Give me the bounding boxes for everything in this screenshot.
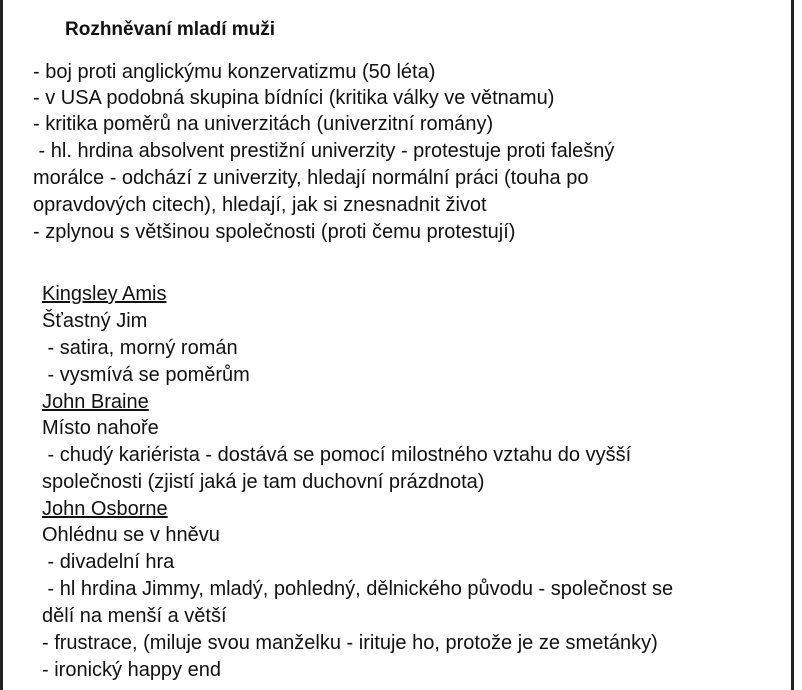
note-braine-1: - chudý kariérista - dostává se pomocí milostného vztahu do vyšší xyxy=(42,444,632,466)
note-osborne-4: - frustrace, (miluje svou manželku - irituje ho, protože je ze smetánky) xyxy=(42,632,658,654)
note-osborne-5: - ironický happy end xyxy=(42,659,221,681)
intro-line-2: - v USA podobná skupina bídníci (kritika války ve větnamu) xyxy=(33,87,555,109)
work-title-amis: Šťastný Jim xyxy=(42,310,148,332)
intro-line-3: - kritika poměrů na univerzitách (univerzitní romány) xyxy=(33,113,494,135)
intro-line-6: opravdových citech), hledají, jak si znesnadnit život xyxy=(33,194,487,216)
intro-line-1: - boj proti anglickýmu konzervatizmu (50 léta) xyxy=(33,61,436,83)
author-name-braine: John Braine xyxy=(42,391,149,413)
intro-line-4: - hl. hrdina absolvent prestižní univerzity - protestuje proti falešný xyxy=(33,140,615,162)
note-osborne-1: - divadelní hra xyxy=(42,551,175,573)
note-amis-1: - satira, morný román xyxy=(42,337,238,359)
author-name-amis: Kingsley Amis xyxy=(42,283,167,305)
intro-line-5: morálce - odchází z univerzity, hledají normální práci (touha po xyxy=(33,167,589,189)
note-amis-2: - vysmívá se poměrům xyxy=(42,364,250,386)
document-title: Rozhněvaní mladí muži xyxy=(65,19,276,40)
note-braine-2: společnosti (zjistí jaká je tam duchovní prázdnota) xyxy=(42,471,485,493)
author-name-osborne: John Osborne xyxy=(42,498,168,520)
note-osborne-2: - hl hrdina Jimmy, mladý, pohledný, dělnického původu - společnost se xyxy=(42,578,674,600)
note-osborne-3: dělí na menší a větší xyxy=(42,605,227,627)
work-title-osborne: Ohlédnu se v hněvu xyxy=(42,524,220,546)
work-title-braine: Místo nahoře xyxy=(42,417,159,439)
intro-line-7: - zplynou s většinou společnosti (proti čemu protestují) xyxy=(33,221,516,243)
